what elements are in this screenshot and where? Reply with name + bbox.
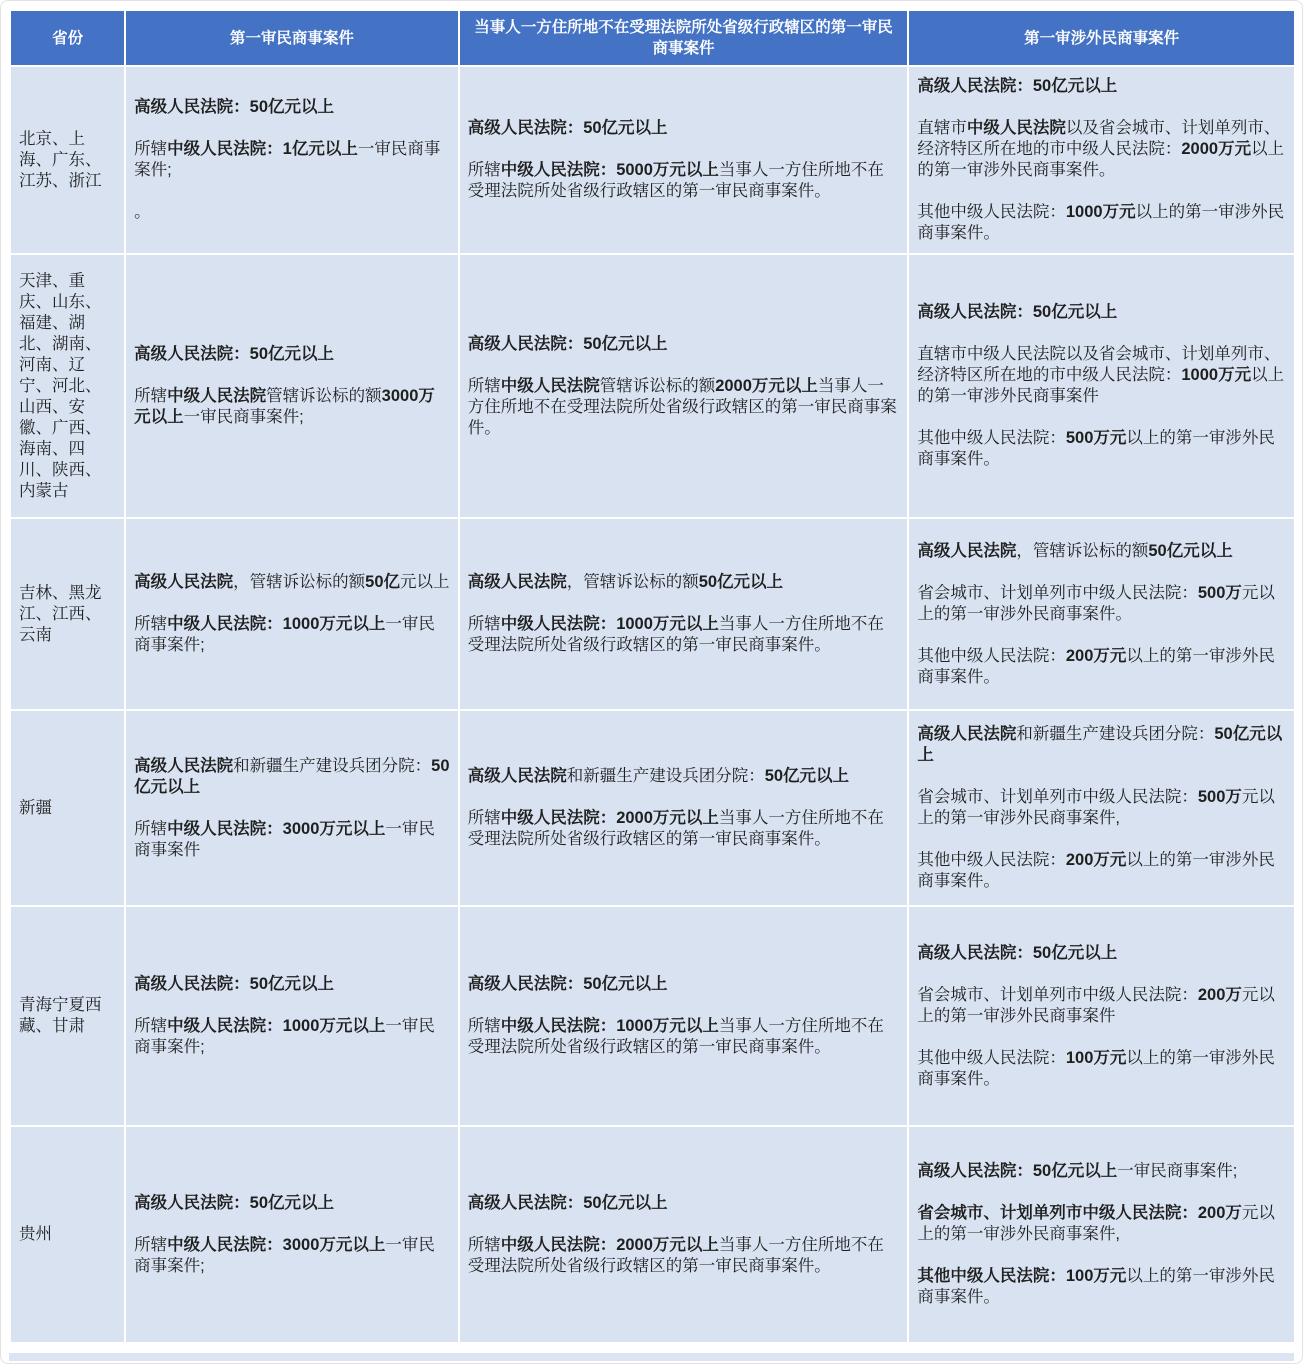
cell-paragraph [468,614,900,656]
cell-paragraph [917,202,1286,244]
table-row [11,711,1294,905]
text-segment: 高级人民法院：50亿元以上 [134,975,335,993]
text-segment: 所辖 [134,1235,168,1254]
text-segment: 省会城市、计划单列市中级人民法院：200万 [917,1204,1242,1222]
text-segment: 省会城市、计划单列市中级人民法院： [917,583,1198,602]
column-header-3: 第一审涉外民商事案件 [909,11,1294,65]
column-header-2: 当事人一方住所地不在受理法院所处省级行政辖区的第一审民商事案件 [460,11,908,65]
text-segment: 高级人民法院 [467,573,567,591]
text-segment: 中级人民法院：2000万元以上 [500,809,719,827]
text-segment: 高级人民法院：50亿元以上 [917,943,1118,962]
text-segment: 当事人一方住所地不在受理法院所处省级行政辖区的第一审民商事案件。 [467,376,897,437]
cell-paragraph [134,202,450,223]
text-segment: 中级人民法院：3000万元以上 [167,819,386,838]
cell-paragraph [134,386,450,428]
text-segment: 高级人民法院：50亿元以上 [467,975,668,993]
text-segment: 2000万元以上 [715,376,818,395]
text-segment: 高级人民法院：50亿元以上 [467,334,668,353]
table-row [11,907,1294,1125]
text-segment: 其他中级人民法院： [917,646,1066,665]
text-segment: 500万元 [1065,429,1127,447]
text-segment: 元以上 [400,573,450,591]
text-segment: 高级人民法院：50亿元以上 [917,1162,1118,1180]
text-segment: 50亿元以上 [764,767,850,785]
case-cell [126,519,458,709]
text-segment: 100万元 [1065,1048,1127,1067]
case-cell [909,67,1294,253]
text-segment: 高级人民法院：50亿元以上 [917,303,1118,321]
text-segment: 高级人民法院：50亿元以上 [134,1193,335,1212]
text-segment: 以及省会城市、计划单列市、经济特区所在地的市中级人民法院： [917,119,1281,158]
text-segment: 高级人民法院：50亿元以上 [917,77,1118,95]
cell-paragraph [468,572,900,593]
cell-paragraph [917,787,1286,829]
text-segment: 省会城市、计划单列市中级人民法院： [917,788,1198,806]
cell-paragraph [917,302,1286,323]
text-segment: 一审民商事案件; [134,1235,435,1275]
text-segment: 以上的第一审涉外民商事案件。 [917,1048,1275,1088]
province-cell: 北京、上海、广东、江苏、浙江 [11,67,124,253]
cell-paragraph [917,1048,1286,1090]
cell-paragraph [134,614,450,656]
text-segment: 50亿元以上 [134,756,450,796]
text-segment: 50亿 [365,573,401,591]
cell-paragraph [134,1016,450,1058]
cell-paragraph [134,756,450,798]
text-segment: 50亿元以上 [917,725,1283,764]
cell-paragraph [917,646,1286,688]
text-segment: 直辖市 [917,119,967,137]
text-segment: 当事人一方住所地不在受理法院所处省级行政辖区的第一审民商事案件。 [467,1017,884,1056]
text-segment: 和新疆生产建设兵团分院： [1016,725,1215,743]
cell-paragraph [468,118,900,139]
header-row [11,11,1294,65]
cell-paragraph [917,428,1286,470]
text-segment: 中级人民法院：1000万元以上 [167,615,386,633]
cell-paragraph [134,139,450,181]
cell-paragraph [917,118,1286,181]
cell-paragraph [917,583,1286,625]
case-cell [126,907,458,1125]
cell-paragraph [468,376,900,439]
text-segment: 中级人民法院：3000万元以上 [167,1235,386,1254]
text-segment: 3000万元以上 [134,387,435,426]
text-segment: 以上的第一审涉外民商事案件。 [917,1267,1275,1306]
cell-paragraph [134,572,450,593]
text-segment: 其他中级人民法院： [917,1048,1066,1067]
text-segment: 以上的第一审涉外民商事案件。 [917,851,1275,890]
text-segment: 一审民商事案件; [134,615,435,654]
cell-paragraph [134,1193,450,1214]
cell-paragraph [917,850,1286,892]
cell-paragraph [917,1266,1286,1308]
text-segment: 其他中级人民法院： [917,203,1066,221]
text-segment: 当事人一方住所地不在受理法院所处省级行政辖区的第一审民商事案件。 [467,161,884,200]
text-segment: 所辖 [467,809,501,827]
cell-paragraph [134,819,450,861]
text-segment: 中级人民法院：1000万元以上 [167,1017,386,1035]
text-segment: 200万元 [1065,646,1127,665]
text-segment: ，管辖诉讼标的额 [233,573,366,591]
text-segment: 一审民商事案件; [134,140,441,179]
case-cell [460,255,908,517]
text-segment: 管辖诉讼标的额 [599,376,716,395]
text-segment: 1000万元 [1065,203,1136,221]
text-segment: 中级人民法院：1亿元以上 [167,140,358,158]
province-cell: 天津、重庆、山东、福建、湖北、湖南、河南、辽宁、河北、山西、安徽、广西、海南、四川、陕西、内蒙古 [11,255,124,517]
case-cell [909,907,1294,1125]
jurisdiction-table [9,9,1296,1344]
text-segment: 和新疆生产建设兵团分院： [566,767,765,785]
column-header-1: 第一审民商事案件 [126,11,458,65]
province-cell: 贵州 [11,1127,124,1342]
text-segment: 200万 [1197,985,1242,1004]
text-segment: 1000万元 [1181,366,1252,384]
cell-paragraph [134,974,450,995]
province-cell: 青海宁夏西藏、甘肃 [11,907,124,1125]
cell-paragraph [917,724,1286,766]
text-segment: 直辖市中级人民法院以及省会城市、计划单列市、经济特区所在地的市中级人民法院： [917,345,1281,384]
cell-paragraph [917,344,1286,407]
table-row [11,67,1294,253]
text-segment: 以上的第一审涉外民商事案件。 [917,140,1285,179]
cell-paragraph [468,160,900,202]
cell-paragraph [468,1016,900,1058]
text-segment: 所辖 [467,161,501,179]
text-segment: 当事人一方住所地不在受理法院所处省级行政辖区的第一审民商事案件。 [467,1235,884,1275]
text-segment: 一审民商事案件 [134,819,435,859]
text-segment: 元以上的第一审涉外民商事案件 [917,985,1275,1025]
text-segment: 省会城市、计划单列市中级人民法院： [917,985,1198,1004]
cell-paragraph [468,808,900,850]
truncated-row-strip [9,1353,1294,1361]
text-segment: 所辖 [134,140,168,158]
cell-paragraph [468,766,900,787]
text-segment: 其他中级人民法院： [917,429,1066,447]
text-segment: 200万元 [1065,851,1127,869]
text-segment: 高级人民法院 [917,541,1017,560]
text-segment: 高级人民法院 [467,767,567,785]
case-cell [909,255,1294,517]
text-segment: 所辖 [467,1017,501,1035]
case-cell [909,1127,1294,1342]
text-segment: 50亿元以上 [1148,541,1233,560]
text-segment: 以上的第一审涉外民商事案件。 [917,646,1275,686]
case-cell [909,711,1294,905]
cell-paragraph [468,974,900,995]
cell-paragraph [134,97,450,118]
text-segment: 50亿元以上 [698,573,784,591]
text-segment: 以上的第一审涉外民商事案件。 [917,429,1275,468]
column-header-0: 省份 [11,11,124,65]
text-segment: 高级人民法院：50亿元以上 [467,1193,668,1212]
case-cell [909,519,1294,709]
case-cell [126,255,458,517]
cell-paragraph [917,76,1286,97]
case-cell [126,67,458,253]
text-segment: 所辖 [467,615,501,633]
cell-paragraph [917,985,1286,1027]
case-cell [460,1127,908,1342]
text-segment: 2000万元 [1181,140,1252,158]
text-segment: ，管辖诉讼标的额 [566,573,699,591]
case-cell [460,519,908,709]
cell-paragraph [917,1203,1286,1245]
text-segment: 中级人民法院 [500,376,600,395]
text-segment: 一审民商事案件; [1117,1162,1238,1180]
text-segment: 其他中级人民法院：100万元 [917,1267,1127,1285]
text-segment: 高级人民法院 [917,725,1017,743]
case-cell [126,1127,458,1342]
table-row [11,519,1294,709]
cell-paragraph [917,1161,1286,1182]
text-segment: 高级人民法院：50亿元以上 [134,98,335,116]
cell-paragraph [917,541,1286,562]
text-segment: 高级人民法院：50亿元以上 [134,345,335,363]
text-segment: 所辖 [134,819,168,838]
text-segment: 中级人民法院 [966,119,1066,137]
case-cell [460,907,908,1125]
text-segment: 一审民商事案件; [183,408,304,426]
cell-paragraph [468,334,900,355]
text-segment: ，管辖诉讼标的额 [1016,541,1149,560]
text-segment: 和新疆生产建设兵团分院： [233,756,432,775]
text-segment: 中级人民法院：2000万元以上 [500,1235,719,1254]
text-segment: 所辖 [134,615,168,633]
text-segment: 元以上的第一审涉外民商事案件。 [917,583,1275,623]
text-segment: 高级人民法院 [134,756,234,775]
text-segment: 元以上的第一审涉外民商事案件, [917,788,1275,827]
text-segment: 一审民商事案件; [134,1017,435,1056]
text-segment: 中级人民法院 [167,387,267,405]
text-segment: 所辖 [467,376,501,395]
text-segment: 中级人民法院：5000万元以上 [500,161,719,179]
cell-paragraph [134,1235,450,1277]
province-cell: 新疆 [11,711,124,905]
text-segment: 所辖 [134,387,168,405]
province-cell: 吉林、黑龙江、江西、云南 [11,519,124,709]
case-cell [460,67,908,253]
text-segment: 中级人民法院：1000万元以上 [500,615,719,633]
cell-paragraph [134,344,450,365]
text-segment: 当事人一方住所地不在受理法院所处省级行政辖区的第一审民商事案件。 [467,615,884,654]
text-segment: 管辖诉讼标的额 [266,387,382,405]
text-segment: 500万 [1197,583,1242,602]
text-segment: 高级人民法院：50亿元以上 [467,119,668,137]
text-segment: 元以上的第一审涉外民商事案件, [917,1204,1275,1243]
text-segment: 500万 [1197,788,1242,806]
cell-paragraph [468,1193,900,1214]
text-segment: 以上的第一审涉外民商事案件 [917,366,1285,405]
text-segment: 。 [134,203,151,221]
case-cell [126,711,458,905]
text-segment: 所辖 [467,1235,501,1254]
cell-paragraph [468,1235,900,1277]
cell-paragraph [917,943,1286,964]
text-segment: 以上的第一审涉外民商事案件。 [917,203,1285,242]
text-segment: 中级人民法院：1000万元以上 [500,1017,719,1035]
text-segment: 所辖 [134,1017,168,1035]
text-segment: 其他中级人民法院： [917,851,1066,869]
text-segment: 当事人一方住所地不在受理法院所处省级行政辖区的第一审民商事案件。 [467,809,884,848]
text-segment: 高级人民法院 [134,573,234,591]
table-row [11,255,1294,517]
case-cell [460,711,908,905]
table-row [11,1127,1294,1342]
